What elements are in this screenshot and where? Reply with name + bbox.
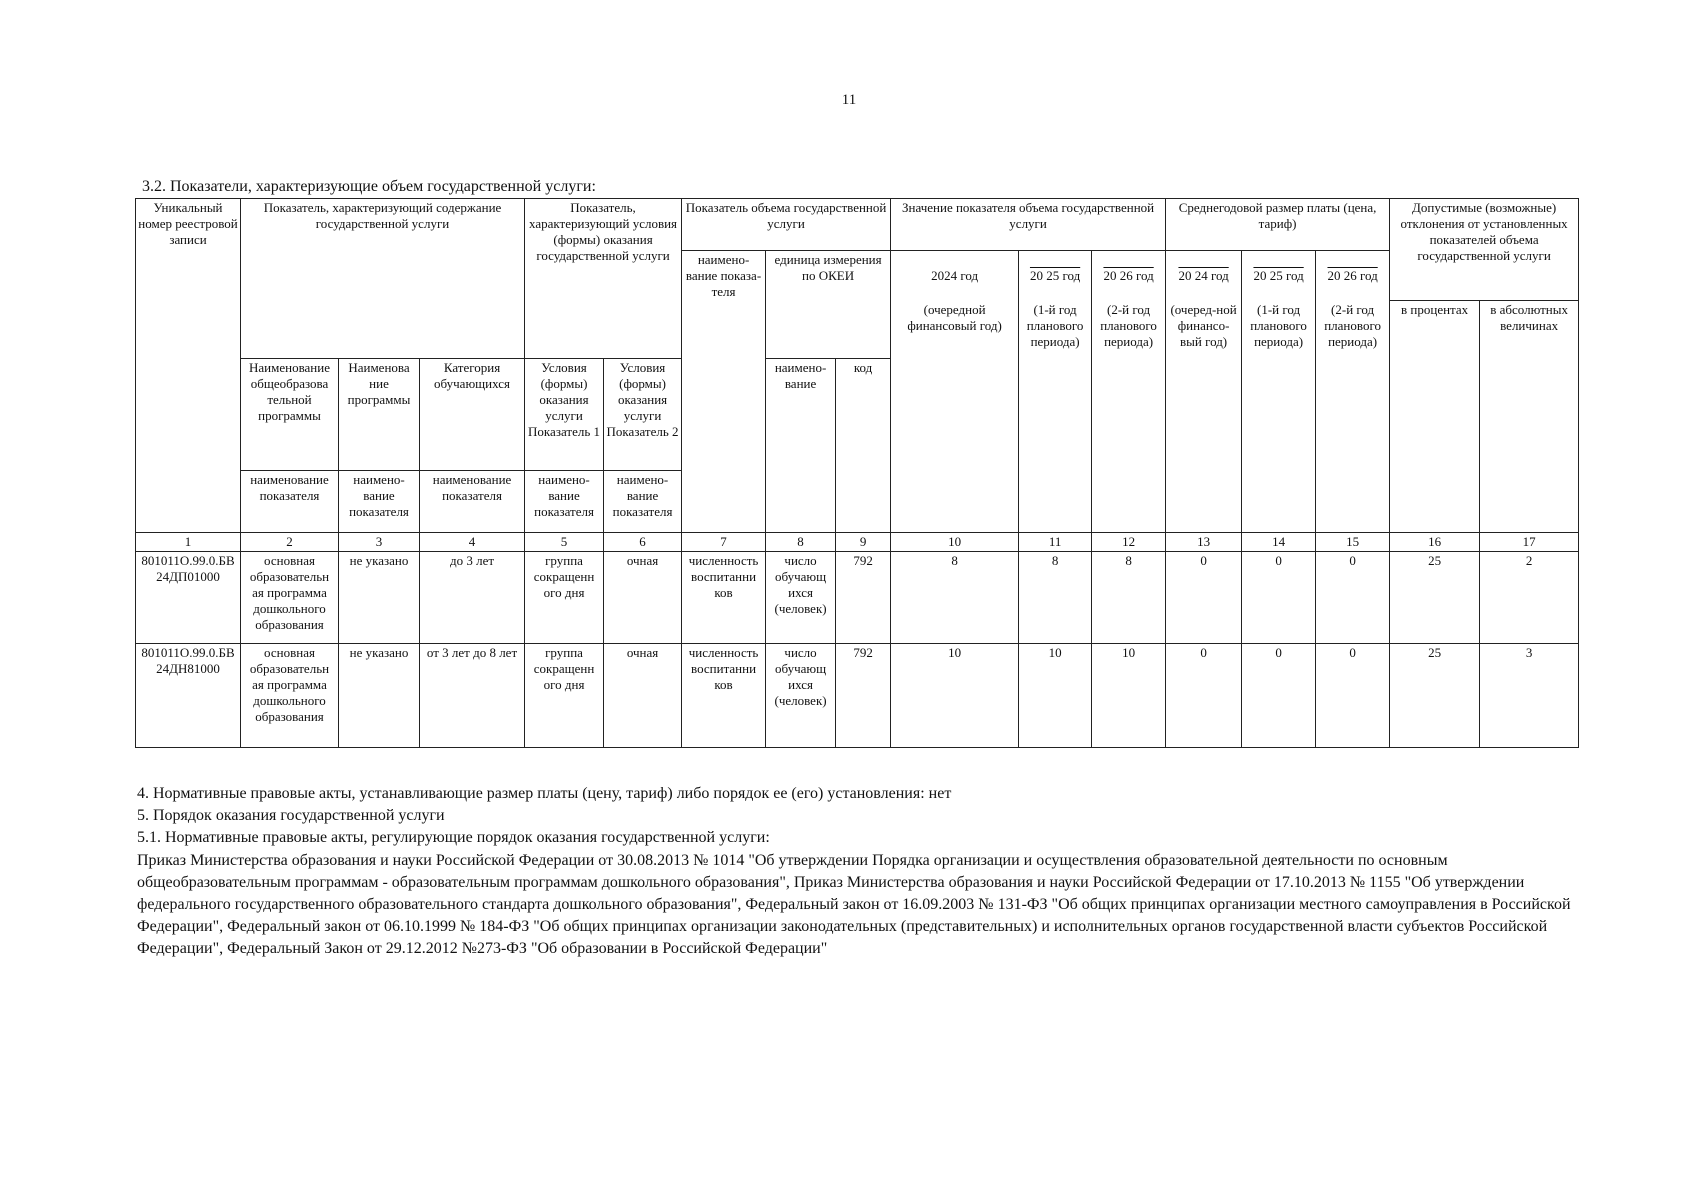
col-number: 15 — [1316, 533, 1390, 552]
volume-2026: 8 — [1092, 552, 1166, 644]
hdr-unique-number: Уникальный номер реестровой записи — [136, 199, 241, 533]
col-number: 12 — [1092, 533, 1166, 552]
deviation-percent: 25 — [1390, 552, 1480, 644]
hdr-fee-2024-note: (очеред-ной финансо-вый год) — [1166, 301, 1242, 533]
page-number: 11 — [841, 92, 857, 108]
col-number: 9 — [836, 533, 891, 552]
fee-2026: 0 — [1316, 552, 1390, 644]
registry-number: 801011О.99.0.БВ 24ДП01000 — [136, 552, 241, 644]
hdr-fee-2026: 20 26 год — [1316, 251, 1390, 301]
hdr-dev-absolute: в абсолютных величинах — [1480, 301, 1579, 533]
note-5-1-acts-heading: 5.1. Нормативные правовые акты, регулирующие порядок оказания государственной услуги: — [137, 829, 770, 846]
col-number: 6 — [604, 533, 682, 552]
section-title: 3.2. Показатели, характеризующие объем государственной услуги: — [142, 178, 596, 195]
hdr-vol-2026: 20 26 год — [1092, 251, 1166, 301]
col-number: 4 — [420, 533, 525, 552]
hdr-condition-2: Условия (формы) оказания услуги Показатель 2 — [604, 359, 682, 471]
hdr-category: Категория обучающихся — [420, 359, 525, 471]
condition-2: очная — [604, 552, 682, 644]
deviation-percent: 25 — [1390, 644, 1480, 748]
col-number: 10 — [891, 533, 1019, 552]
hdr-vol-2024: 2024 год — [891, 251, 1019, 301]
condition-2: очная — [604, 644, 682, 748]
category: от 3 лет до 8 лет — [420, 644, 525, 748]
volume-2025: 10 — [1019, 644, 1092, 748]
hdr-deviations: Допустимые (возможные) отклонения от установленных показателей объема государственной услуги — [1390, 199, 1579, 301]
column-numbers-row — [136, 533, 1579, 552]
hdr-vol-2025-note: (1-й год планового периода) — [1019, 301, 1092, 533]
col-number: 17 — [1480, 533, 1579, 552]
deviation-absolute: 2 — [1480, 552, 1579, 644]
hdr-program: Наименова ние программы — [339, 359, 420, 471]
volume-2024: 10 — [891, 644, 1019, 748]
unit-name: число обучающ ихся (человек) — [766, 644, 836, 748]
volume-2024: 8 — [891, 552, 1019, 644]
volume-2026: 10 — [1092, 644, 1166, 748]
fee-2024: 0 — [1166, 552, 1242, 644]
fee-2024: 0 — [1166, 644, 1242, 748]
hdr-vol-2024-note: (очередной финансовый год) — [891, 301, 1019, 533]
hdr-fee-2024: 20 24 год — [1166, 251, 1242, 301]
note-5-procedure: 5. Порядок оказания государственной услуги — [137, 807, 445, 824]
hdr-content-indicator: Показатель, характеризующий содержание государственной услуги — [241, 199, 525, 359]
col-number: 1 — [136, 533, 241, 552]
col-number: 14 — [1242, 533, 1316, 552]
note-4-fee-acts: 4. Нормативные правовые акты, устанавливающие размер платы (цену, тариф) либо порядок ее (его) установления: нет — [137, 785, 952, 802]
category: до 3 лет — [420, 552, 525, 644]
hdr-condition-1: Условия (формы) оказания услуги Показатель 1 — [525, 359, 604, 471]
hdr-vol-2026-note: (2-й год планового периода) — [1092, 301, 1166, 533]
col-number: 8 — [766, 533, 836, 552]
col-number: 3 — [339, 533, 420, 552]
deviation-absolute: 3 — [1480, 644, 1579, 748]
program-name: основная образовательн ая программа дошкольного образования — [241, 644, 339, 748]
hdr-program-name: Наименование общеобразова тельной программы — [241, 359, 339, 471]
hdr-unit-okei: единица измерения по ОКЕИ — [766, 251, 891, 359]
hdr-unit-name: наимено-вание — [766, 359, 836, 533]
col-number: 7 — [682, 533, 766, 552]
col-number: 2 — [241, 533, 339, 552]
condition-1: группа сокращенн ого дня — [525, 644, 604, 748]
volume-2025: 8 — [1019, 552, 1092, 644]
fee-2025: 0 — [1242, 552, 1316, 644]
sub-name-5: наимено-вание показателя — [604, 471, 682, 533]
notes-section — [137, 783, 1577, 960]
hdr-volume-indicator: Показатель объема государственной услуги — [682, 199, 891, 251]
col-number: 5 — [525, 533, 604, 552]
volume-indicators-table — [135, 198, 1579, 748]
hdr-volume-name: наимено-вание показа-теля — [682, 251, 766, 533]
program: не указано — [339, 644, 420, 748]
sub-name-4: наимено-вание показателя — [525, 471, 604, 533]
condition-1: группа сокращенн ого дня — [525, 552, 604, 644]
registry-number: 801011О.99.0.БВ 24ДН81000 — [136, 644, 241, 748]
table-row — [136, 644, 1579, 748]
hdr-fee-2025-note: (1-й год планового периода) — [1242, 301, 1316, 533]
unit-code: 792 — [836, 552, 891, 644]
note-acts-text: Приказ Министерства образования и науки Российской Федерации от 30.08.2013 № 1014 "Об утверждении Порядка организации и осуществления образовательной деятельности по основным общеобразовательным программам - образовательным программам дошкольного образования", Приказ Министерства образования и науки Российской Федерации от 17.10.2013 № 1155 "Об утверждении федерального государственного образовательного стандарта дошкольного образования", Федеральный закон от 16.09.2003 № 131-ФЗ "Об общих принципах организации местного самоуправления в Российской Федерации", Федеральный закон от 06.10.1999 № 184-ФЗ "Об общих принципах организации законодательных (представительных) и исполнительных органов государственной власти субъектов Российской Федерации", Федеральный Закон от 29.12.2012 №273-ФЗ "Об образовании в Российской Федерации" — [137, 852, 1571, 957]
unit-code: 792 — [836, 644, 891, 748]
sub-name-1: наименование показателя — [241, 471, 339, 533]
fee-2025: 0 — [1242, 644, 1316, 748]
hdr-fee-2026-note: (2-й год планового периода) — [1316, 301, 1390, 533]
hdr-unit-code: код — [836, 359, 891, 533]
indicator-name: численность воспитанни ков — [682, 644, 766, 748]
hdr-vol-2025: 20 25 год — [1019, 251, 1092, 301]
fee-2026: 0 — [1316, 644, 1390, 748]
col-number: 16 — [1390, 533, 1480, 552]
program: не указано — [339, 552, 420, 644]
sub-name-2: наимено-вание показателя — [339, 471, 420, 533]
hdr-avg-fee: Среднегодовой размер платы (цена, тариф) — [1166, 199, 1390, 251]
sub-name-3: наименование показателя — [420, 471, 525, 533]
unit-name: число обучающ ихся (человек) — [766, 552, 836, 644]
hdr-volume-value: Значение показателя объема государственной услуги — [891, 199, 1166, 251]
hdr-fee-2025: 20 25 год — [1242, 251, 1316, 301]
indicator-name: численность воспитанни ков — [682, 552, 766, 644]
hdr-conditions-indicator: Показатель, характеризующий условия (формы) оказания государственной услуги — [525, 199, 682, 359]
col-number: 13 — [1166, 533, 1242, 552]
col-number: 11 — [1019, 533, 1092, 552]
table-row — [136, 552, 1579, 644]
program-name: основная образовательн ая программа дошкольного образования — [241, 552, 339, 644]
hdr-dev-percent: в процентах — [1390, 301, 1480, 533]
